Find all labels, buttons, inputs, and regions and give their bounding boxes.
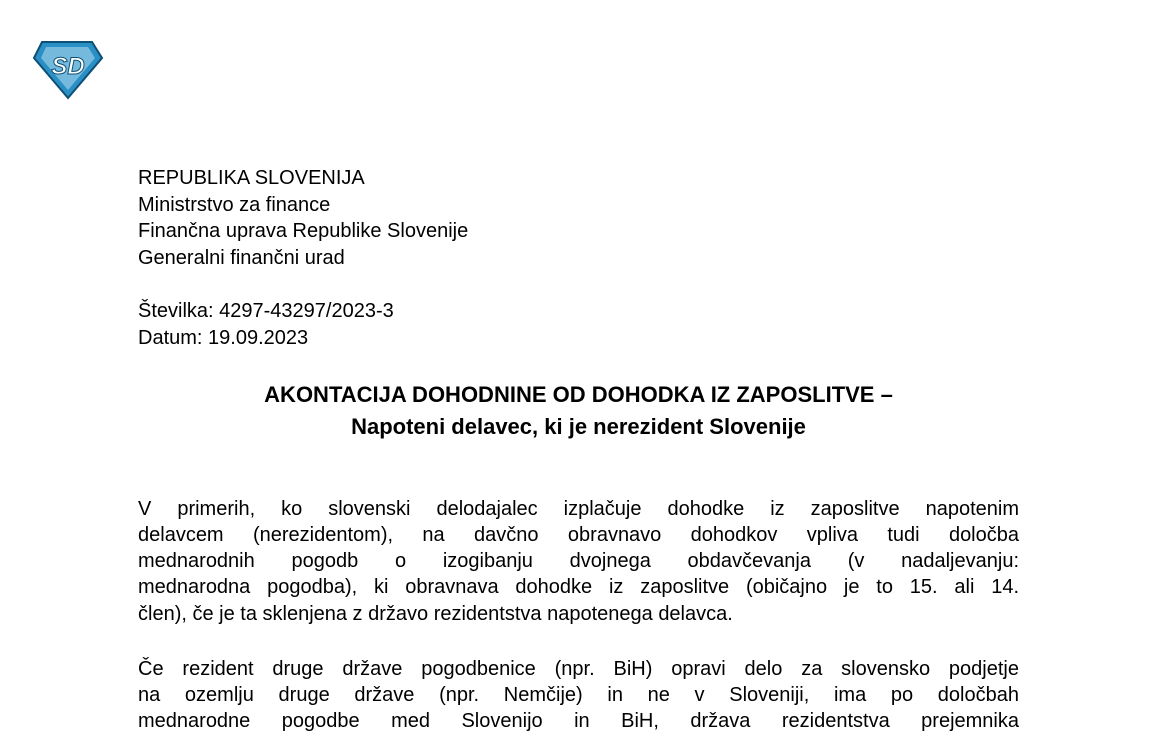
paragraph-line: mednarodna pogodba), ki obravnava dohodke iz zaposlitve (običajno je to 15. ali 14. bbox=[138, 576, 1019, 598]
document-title: AKONTACIJA DOHODNINE OD DOHODKA IZ ZAPOSLITVE – bbox=[264, 382, 893, 407]
paragraph-line: na ozemlju druge države (npr. Nemčije) in ne v Sloveniji, ima po določbah bbox=[138, 684, 1019, 706]
document-subtitle: Napoteni delavec, ki je nerezident Slovenije bbox=[351, 414, 806, 439]
header-line: Finančna uprava Republike Slovenije bbox=[138, 220, 469, 242]
paragraph-line: V primerih, ko slovenski delodajalec izplačuje dohodke iz zaposlitve napotenim bbox=[138, 498, 1019, 520]
paragraph-line: delavcem (nerezidentom), na davčno obravnavo dohodkov vpliva tudi določba bbox=[138, 524, 1019, 546]
document-number: Številka: 4297-43297/2023-3 bbox=[138, 300, 394, 322]
header-line: REPUBLIKA SLOVENIJA bbox=[138, 167, 365, 189]
logo-icon bbox=[32, 40, 104, 100]
paragraph-line: mednarodne pogodbe med Slovenijo in BiH, država rezidentstva prejemnika bbox=[138, 710, 1019, 732]
header-line: Generalni finančni urad bbox=[138, 247, 345, 269]
header-line: Ministrstvo za finance bbox=[138, 194, 331, 216]
paragraph-line: Če rezident druge države pogodbenice (npr. BiH) opravi delo za slovensko podjetje bbox=[138, 658, 1019, 680]
svg-text:SD: SD bbox=[51, 53, 85, 80]
paragraph-line: mednarodnih pogodb o izogibanju dvojnega obdavčevanja (v nadaljevanju: bbox=[138, 550, 1019, 572]
document-date: Datum: 19.09.2023 bbox=[138, 327, 309, 349]
paragraph-line: člen), če je ta sklenjena z državo rezidentstva napotenega delavca. bbox=[138, 603, 733, 625]
